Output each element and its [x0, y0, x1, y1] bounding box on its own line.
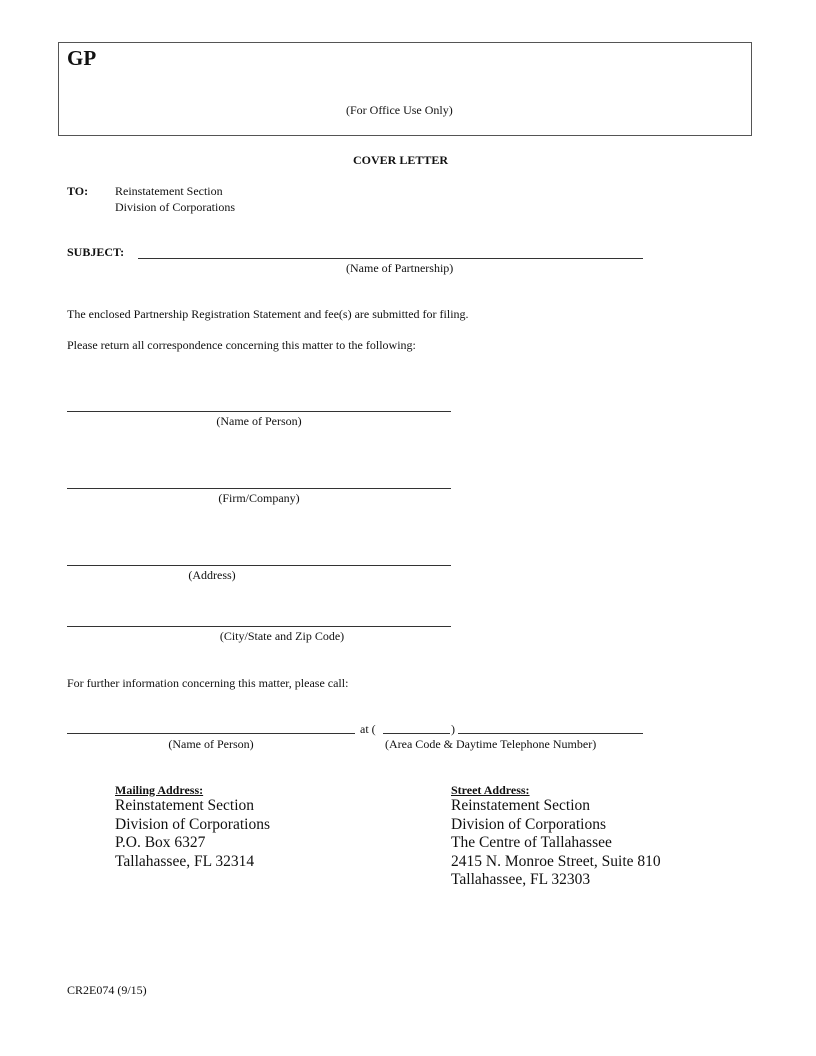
to-line-2: Division of Corporations: [115, 200, 235, 214]
office-use-box: [58, 42, 752, 136]
body-paragraph-2: Please return all correspondence concerning this matter to the following:: [67, 338, 416, 352]
to-label: TO:: [67, 184, 89, 198]
contact-name-input-line[interactable]: [67, 733, 355, 734]
mailing-address-line: Tallahassee, FL 32314: [115, 852, 255, 870]
contact-at-text: at (: [360, 722, 376, 736]
address-input-line[interactable]: [67, 565, 451, 566]
body-paragraph-1: The enclosed Partnership Registration Statement and fee(s) are submitted for filing.: [67, 307, 469, 321]
firm-company-input-line[interactable]: [67, 488, 451, 489]
mailing-address-block: [115, 797, 270, 871]
to-line-1: Reinstatement Section: [115, 184, 223, 198]
firm-company-caption: (Firm/Company): [218, 491, 300, 505]
form-code: CR2E074 (9/15): [67, 983, 147, 997]
mailing-address-line: Reinstatement Section: [115, 797, 255, 814]
city-state-zip-caption: (City/State and Zip Code): [219, 629, 345, 643]
page-title: COVER LETTER: [353, 153, 449, 167]
name-person-input-line[interactable]: [67, 411, 451, 412]
street-address-line: 2415 N. Monroe Street, Suite 810: [451, 852, 661, 870]
mailing-address-line: P.O. Box 6327: [115, 834, 206, 851]
street-address-line: Tallahassee, FL 32303: [451, 871, 591, 888]
address-caption: (Address): [188, 568, 236, 582]
office-use-label: (For Office Use Only): [346, 103, 453, 117]
subject-label: SUBJECT:: [67, 245, 125, 259]
street-address-heading: Street Address:: [451, 783, 530, 797]
subject-caption: (Name of Partnership): [346, 261, 454, 275]
form-type-code: GP: [67, 46, 97, 70]
mailing-address-line: Division of Corporations: [115, 815, 270, 833]
contact-paren-close: ): [451, 722, 455, 736]
street-address-line: Division of Corporations: [451, 815, 606, 833]
contact-name-caption: (Name of Person): [168, 737, 254, 751]
street-address-line: The Centre of Tallahassee: [451, 834, 612, 851]
area-code-input-line[interactable]: [383, 733, 450, 734]
street-address-line: Reinstatement Section: [451, 797, 591, 814]
name-person-caption: (Name of Person): [216, 414, 302, 428]
street-address-block: [451, 797, 661, 890]
phone-number-input-line[interactable]: [458, 733, 643, 734]
city-state-zip-input-line[interactable]: [67, 626, 451, 627]
mailing-address-heading: Mailing Address:: [115, 783, 204, 797]
subject-input-line[interactable]: [138, 258, 643, 259]
contact-phone-caption: (Area Code & Daytime Telephone Number): [385, 737, 597, 751]
contact-intro: For further information concerning this matter, please call:: [67, 676, 349, 690]
